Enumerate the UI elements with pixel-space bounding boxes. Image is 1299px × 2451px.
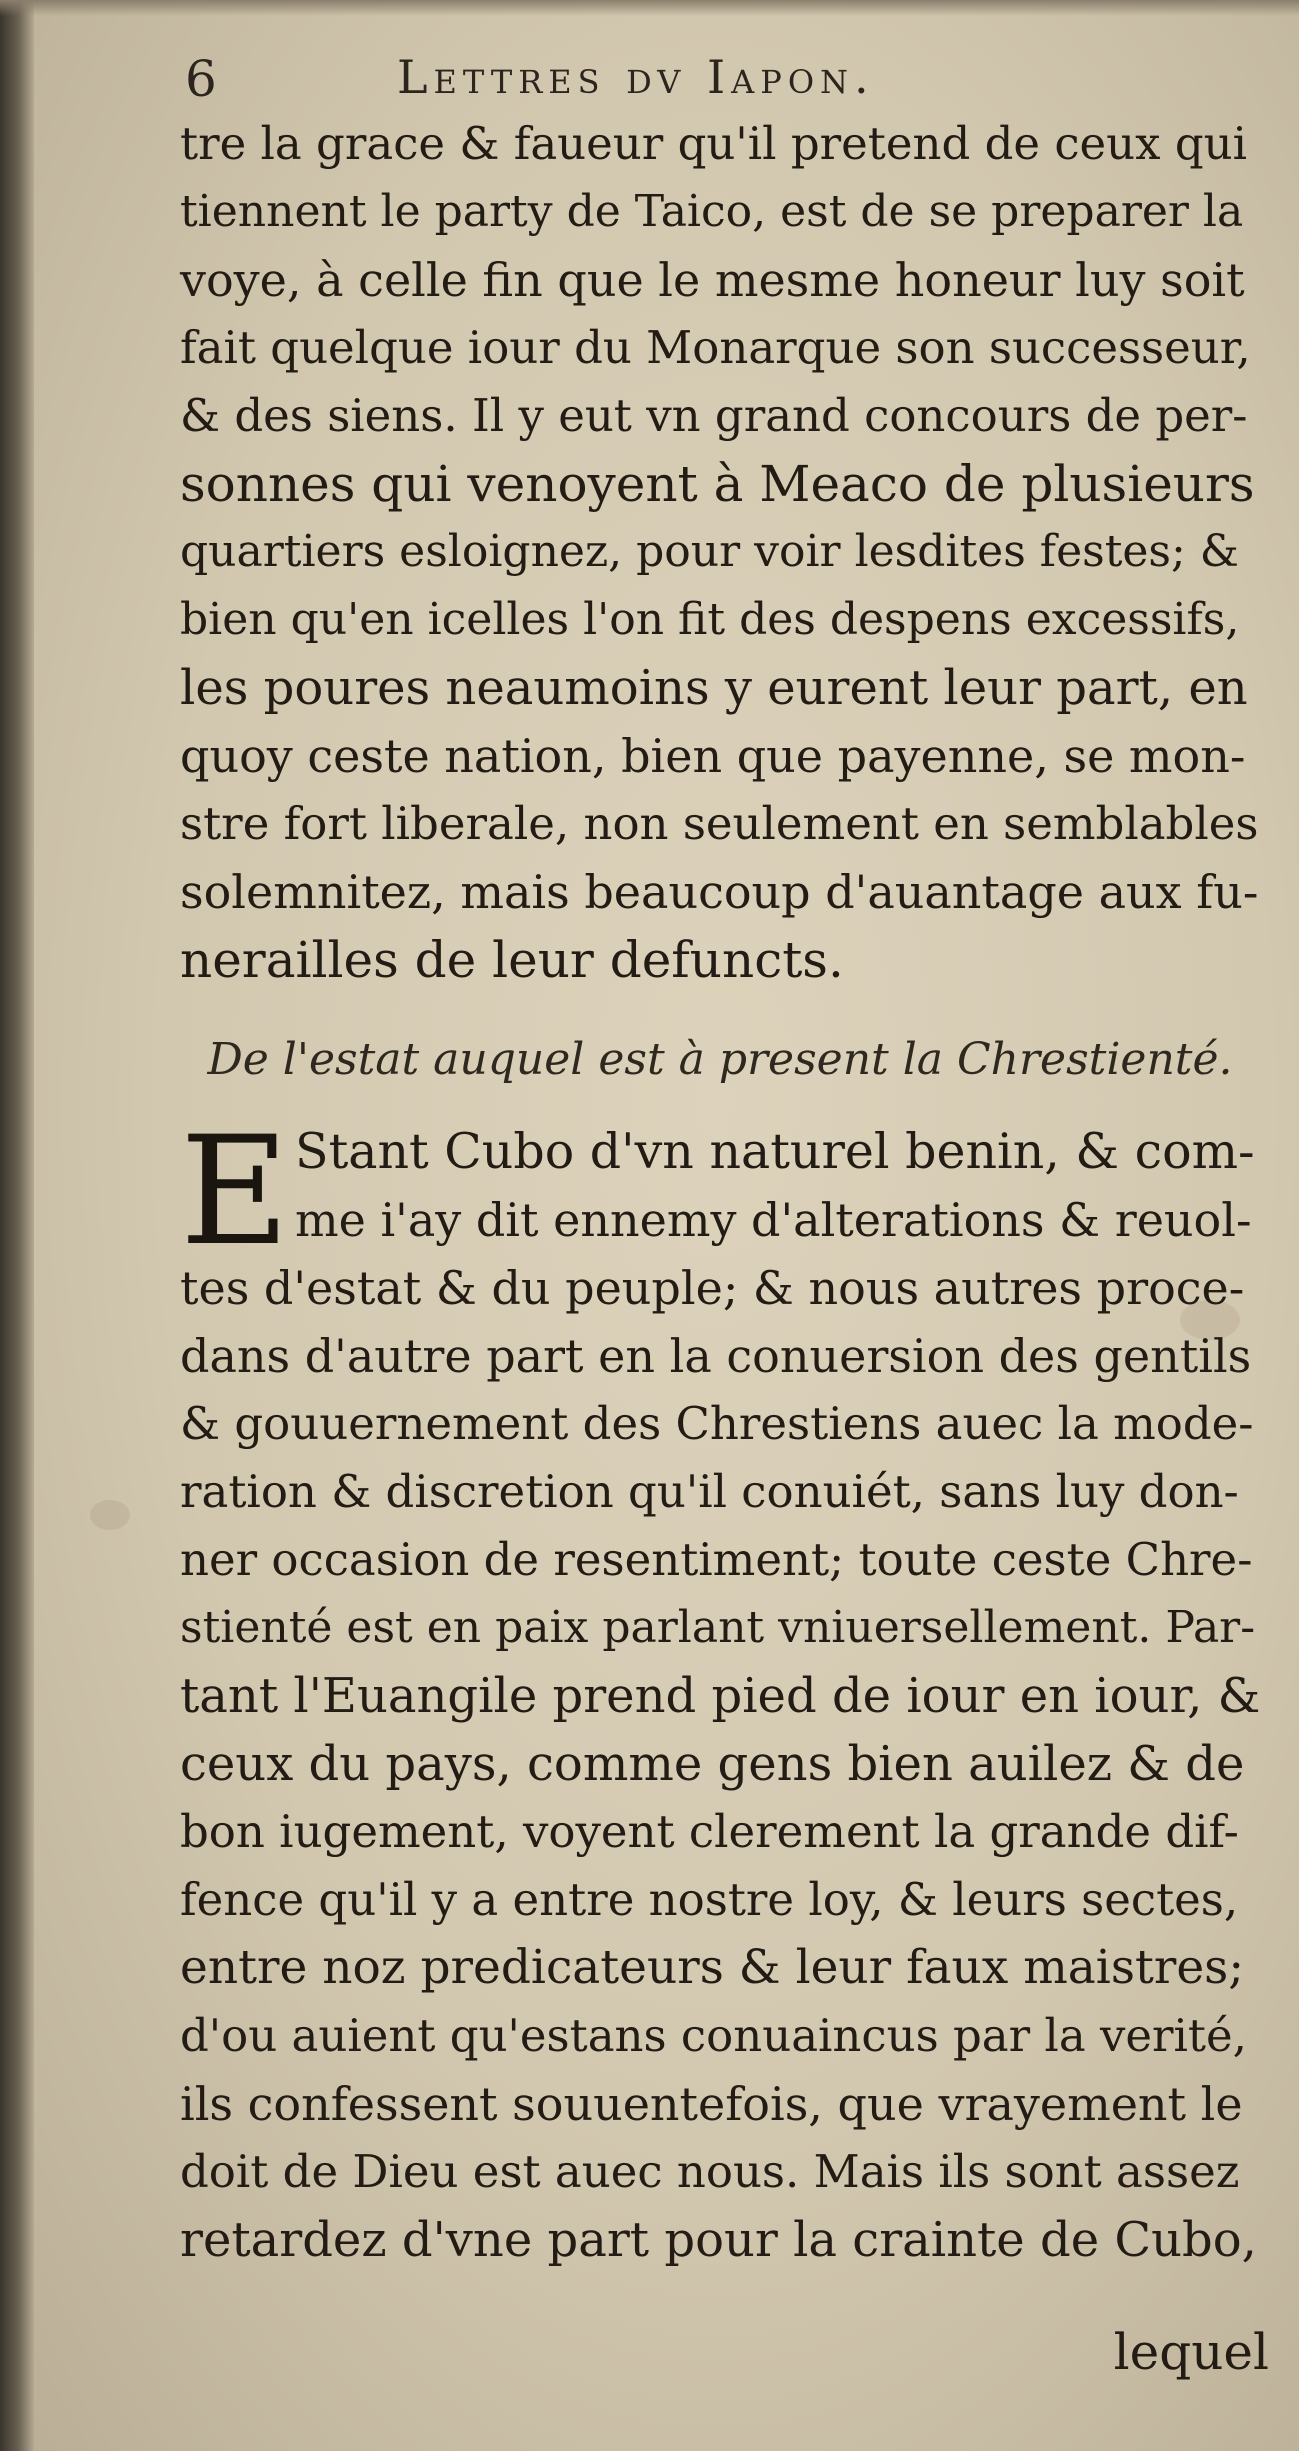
text-line: tant l'Euangile prend pied de iour en iour, &: [180, 1668, 1261, 1724]
text-line: nerailles de leur defuncts.: [180, 931, 844, 989]
text-line: ner occasion de resentiment; toute ceste Chre-: [180, 1533, 1253, 1586]
binding-gutter: [0, 0, 34, 2451]
text-line: dans d'autre part en la conuersion des gentils: [180, 1329, 1252, 1383]
text-line: me i'ay dit ennemy d'alterations & reuol-: [295, 1193, 1252, 1247]
text-line: ils confessent souuentefois, que vrayement le: [180, 2077, 1243, 2131]
page-number: 6: [185, 50, 217, 108]
text-line: bien qu'en icelles l'on fit des despens excessifs,: [180, 594, 1240, 645]
text-line: d'ou auient qu'estans conuaincus par la verité,: [180, 2009, 1247, 2062]
text-line: quoy ceste nation, bien que payenne, se mon-: [180, 729, 1246, 783]
page-header: [185, 44, 1285, 114]
text-line: Stant Cubo d'vn naturel benin, & com-: [295, 1123, 1255, 1180]
section-heading: De l'estat auquel est à present la Chrestienté.: [207, 1034, 1233, 1085]
text-line: & gouuernement des Chrestiens auec la mode-: [180, 1397, 1254, 1450]
text-line: tiennent le party de Taico, est de se preparer la: [180, 186, 1244, 237]
paper-stain: [90, 1500, 130, 1530]
text-line: quartiers esloignez, pour voir lesdites festes; &: [180, 526, 1239, 577]
text-line: sonnes qui venoyent à Meaco de plusieurs: [180, 455, 1255, 513]
paragraph-1: [180, 110, 1260, 994]
catchword: lequel: [1113, 2323, 1269, 2381]
text-line: solemnitez, mais beaucoup d'auantage aux fu-: [180, 865, 1259, 919]
text-line: doit de Dieu est auec nous. Mais ils sont assez: [180, 2145, 1240, 2198]
text-line: retardez d'vne part pour la crainte de Cubo,: [180, 2212, 1257, 2268]
text-line: fait quelque iour du Monarque son successeur,: [180, 321, 1251, 374]
text-line: voye, à celle fin que le mesme honeur luy soit: [180, 253, 1245, 307]
text-line: tes d'estat & du peuple; & nous autres proce-: [180, 1261, 1245, 1315]
text-line: & des siens. Il y eut vn grand concours de per-: [180, 389, 1248, 442]
text-line: stre fort liberale, non seulement en semblables: [180, 797, 1259, 850]
text-line: ceux du pays, comme gens bien auilez & de: [180, 1736, 1245, 1792]
drop-cap: E: [180, 1105, 290, 1279]
text-line: les poures neaumoins y eurent leur part, en: [180, 660, 1248, 716]
text-line: stienté est en paix parlant vniuersellement. Par-: [180, 1602, 1256, 1653]
text-line: tre la grace & faueur qu'il pretend de ceux qui: [180, 117, 1248, 170]
text-line: entre noz predicateurs & leur faux maistres;: [180, 1940, 1245, 1995]
text-line: bon iugement, voyent clerement la grande dif-: [180, 1805, 1239, 1858]
page-top-shadow: [0, 0, 1299, 16]
text-line: fence qu'il y a entre nostre loy, & leurs sectes,: [180, 1873, 1239, 1926]
text-line: ration & discretion qu'il conuiét, sans luy don-: [180, 1465, 1239, 1518]
running-head: Lettres dv Iapon.: [397, 50, 875, 104]
paragraph-2: [180, 1105, 1261, 2274]
